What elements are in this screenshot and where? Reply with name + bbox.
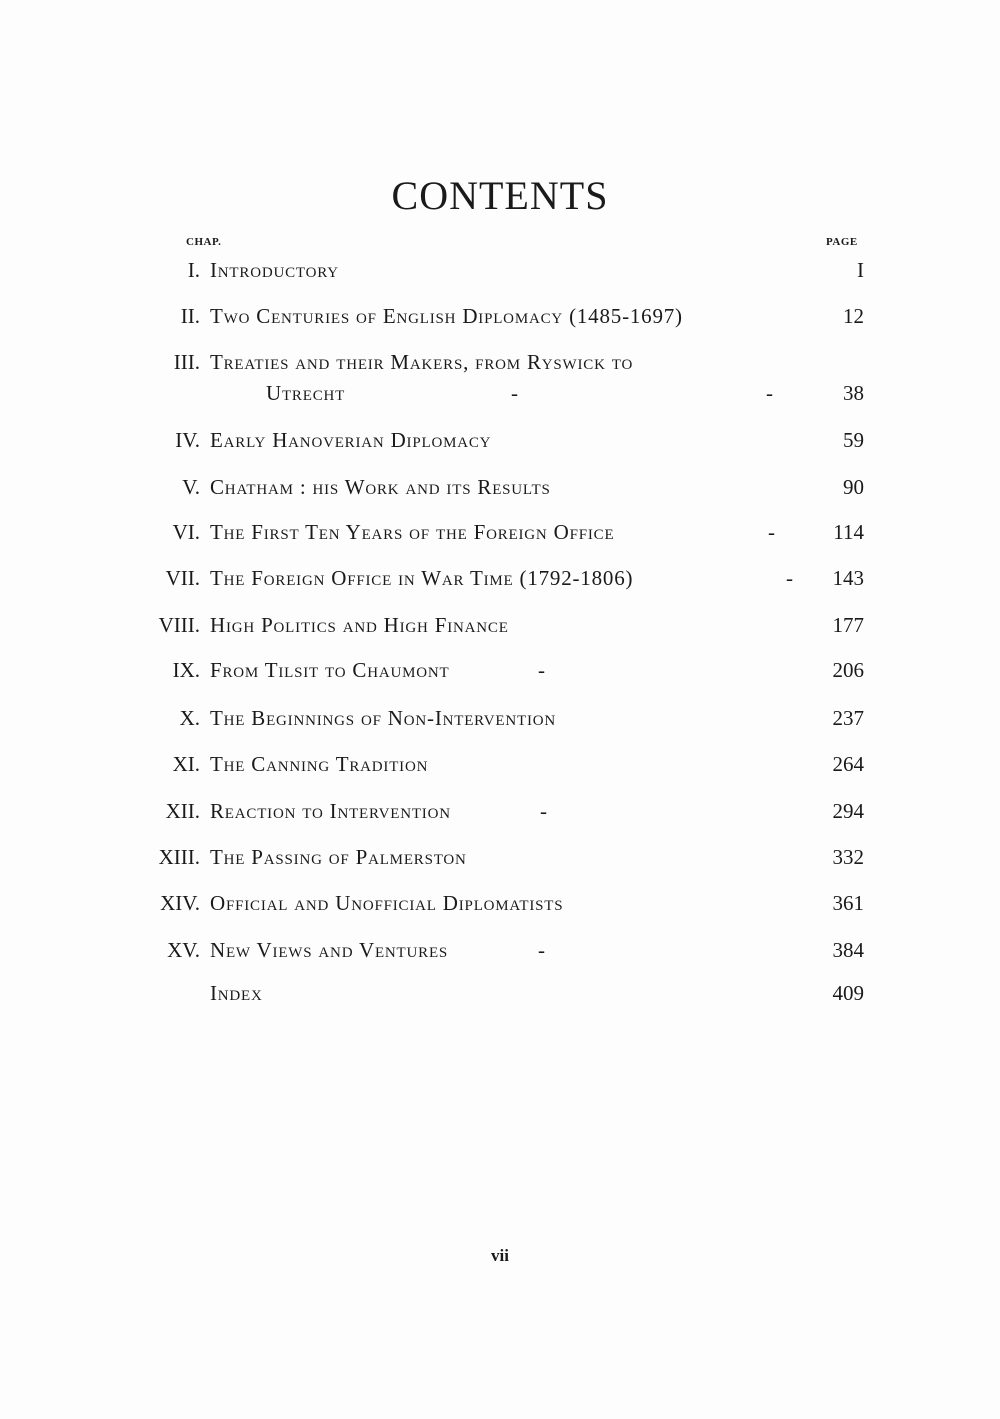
chapter-title: Introductory xyxy=(210,258,339,282)
chapter-title: The Passing of Palmerston xyxy=(210,845,467,869)
page-number: 294 xyxy=(832,799,864,823)
page-number: 264 xyxy=(832,752,864,776)
page-number: 12 xyxy=(843,304,864,328)
toc-entry xyxy=(0,658,1000,688)
chapter-title: Official and Unofficial Diplomatists xyxy=(210,891,564,915)
chapter-number: V. xyxy=(182,475,200,499)
chapter-number: VIII. xyxy=(158,613,200,637)
chapter-number: VII. xyxy=(165,566,200,590)
chapter-number: IV. xyxy=(175,428,200,452)
toc-entry xyxy=(0,613,1000,643)
chapter-title: Chatham : his Work and its Results xyxy=(210,475,551,499)
chapter-title: From Tilsit to Chaumont xyxy=(210,658,450,682)
toc-entry xyxy=(0,981,1000,1011)
page-folio: vii xyxy=(491,1246,509,1265)
chapter-number: XIV. xyxy=(160,891,200,915)
chapter-title-continuation: Utrecht xyxy=(266,381,346,405)
page-number: 409 xyxy=(832,981,864,1005)
chapter-number: IX. xyxy=(172,658,200,682)
chapter-number: XI. xyxy=(172,752,200,776)
leader-dash: - xyxy=(540,799,547,823)
chapter-number: VI. xyxy=(172,520,200,544)
page-column-header: PAGE xyxy=(826,236,858,248)
toc-entry xyxy=(0,258,1000,288)
toc-entry xyxy=(0,891,1000,921)
page-number: 114 xyxy=(833,520,864,544)
toc-entry xyxy=(0,706,1000,736)
page-number: 384 xyxy=(832,938,864,962)
page-number: I xyxy=(857,258,864,282)
toc-entry xyxy=(0,752,1000,782)
chapter-title: High Politics and High Finance xyxy=(210,613,509,637)
leader-dash: - xyxy=(786,566,793,590)
page-number: 237 xyxy=(832,706,864,730)
page-number: 361 xyxy=(832,891,864,915)
leader-dash: - xyxy=(768,520,775,544)
chapter-number: XII. xyxy=(165,799,200,823)
page-number: 59 xyxy=(843,428,864,452)
page-title: CONTENTS xyxy=(391,173,609,218)
toc-entry xyxy=(0,566,1000,596)
chapter-title: Treaties and their Makers, from Ryswick to xyxy=(210,350,634,374)
page-number: 206 xyxy=(832,658,864,682)
chapter-title: The Canning Tradition xyxy=(210,752,429,776)
chapter-title: The Foreign Office in War Time (1792-1806) xyxy=(210,566,634,590)
toc-entry xyxy=(0,304,1000,334)
toc-entry xyxy=(0,938,1000,968)
chapter-title: Early Hanoverian Diplomacy xyxy=(210,428,492,452)
chapter-title: Reaction to Intervention xyxy=(210,799,451,823)
chap-column-header: CHAP. xyxy=(186,236,222,248)
page-number: 177 xyxy=(832,613,864,637)
chapter-number: X. xyxy=(179,706,200,730)
chapter-number: III. xyxy=(173,350,200,374)
toc-entry xyxy=(0,845,1000,875)
leader-dash: - xyxy=(538,658,545,682)
chapter-title: The Beginnings of Non-Intervention xyxy=(210,706,557,730)
toc-entry xyxy=(0,350,1000,380)
page-number: 332 xyxy=(832,845,864,869)
toc-entry xyxy=(0,428,1000,458)
leader-dash: - xyxy=(766,381,773,405)
chapter-number: I. xyxy=(187,258,200,282)
toc-entry xyxy=(0,475,1000,505)
toc-entry-continuation xyxy=(0,381,1000,411)
chapter-number: XV. xyxy=(167,938,200,962)
leader-dash: - xyxy=(538,938,545,962)
page-number: 38 xyxy=(843,381,864,405)
chapter-number: II. xyxy=(180,304,200,328)
chapter-number: XIII. xyxy=(158,845,200,869)
toc-entry xyxy=(0,799,1000,829)
chapter-title: The First Ten Years of the Foreign Office xyxy=(210,520,615,544)
toc-entry xyxy=(0,520,1000,550)
chapter-title: Two Centuries of English Diplomacy (1485-1697) xyxy=(210,304,683,328)
leader-dash: - xyxy=(511,381,518,405)
page-number: 90 xyxy=(843,475,864,499)
page-number: 143 xyxy=(832,566,864,590)
chapter-title: New Views and Ventures xyxy=(210,938,449,962)
chapter-title: Index xyxy=(210,981,263,1005)
